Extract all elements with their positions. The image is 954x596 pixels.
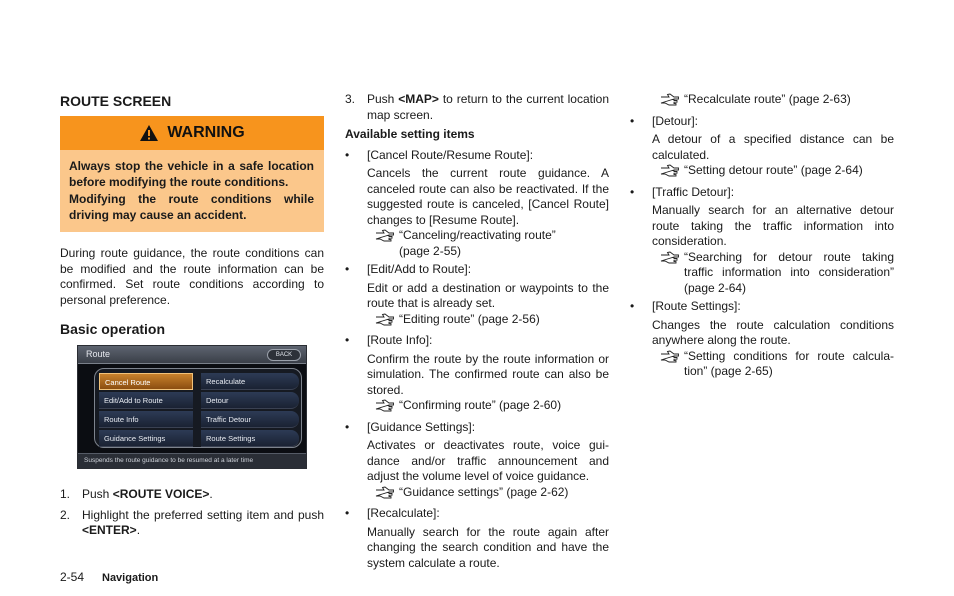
page-reference <box>630 163 894 182</box>
setting-item <box>630 114 894 130</box>
reference-text: “Searching for detour route taking traffic information into consideration” (page 2-64) <box>684 249 894 295</box>
page-reference <box>345 485 609 504</box>
step-number: 3. <box>345 92 356 106</box>
reference-text: “Setting detour route” (page 2-64) <box>684 163 863 177</box>
reference-page: (page 2-55) <box>399 243 462 258</box>
step-text <box>367 92 609 123</box>
screen-button-guidance-settings: Guidance Settings <box>99 430 193 447</box>
screen-button-route-settings: Route Settings <box>201 430 299 447</box>
step-1 <box>60 487 324 503</box>
setting-description: Manually search for the route again after changing the search condition and have the system calculate a route. <box>367 524 609 570</box>
screen-menu-panel <box>94 368 302 448</box>
settings-heading: Available setting items <box>345 127 475 141</box>
step-text-pre: Push <box>367 92 399 106</box>
step-text <box>82 487 324 503</box>
reference-text: “Recalculate route” (page 2-63) <box>684 92 851 106</box>
bullet-icon: • <box>345 147 350 162</box>
bullet-icon: • <box>630 113 635 128</box>
pointing-hand-icon <box>375 313 399 331</box>
step-text <box>82 508 324 539</box>
setting-label: [Edit/Add to Route]: <box>367 262 472 276</box>
step-text-post: to return to the current location map screen. <box>367 92 610 122</box>
page-reference <box>345 228 609 259</box>
reference-text <box>399 228 609 259</box>
screen-button-cancel-route: Cancel Route <box>99 373 193 390</box>
pointing-hand-icon <box>375 486 399 504</box>
setting-description: Confirm the route by the route information or simulation. The confirmed route can also be stored. <box>367 351 609 397</box>
bullet-icon: • <box>345 262 350 276</box>
setting-item <box>630 185 894 201</box>
button-name: <ROUTE VOICE> <box>112 487 210 501</box>
setting-label: [Guidance Settings]: <box>367 419 476 434</box>
back-button: BACK <box>267 349 301 361</box>
reference-text: “Confirming route” (page 2-60) <box>399 398 562 412</box>
warning-box <box>60 116 324 232</box>
page-reference <box>345 398 609 417</box>
setting-description: Cancels the current route guidance. A canceled route can also be reactivated. If the suggested route is canceled, [Cancel Route] changes to [Resume Route]. <box>367 166 609 227</box>
screen-title: Route <box>86 349 111 359</box>
setting-label: [Route Info]: <box>367 333 433 347</box>
left-column <box>60 92 324 539</box>
intro-paragraph: During route guidance, the route conditions can be modified and the route information can be confirmed. Set route conditions according to personal preference. <box>60 246 324 307</box>
step-text-pre: Highlight the preferred setting item and push <box>82 507 324 522</box>
subsection-title: Basic operation <box>60 321 166 337</box>
screen-button-route-info: Route Info <box>99 411 193 428</box>
pointing-hand-icon <box>375 399 399 417</box>
setting-label: [Recalculate]: <box>367 506 440 520</box>
step-number: 1. <box>60 487 71 501</box>
reference-text: “Guidance settings” (page 2-62) <box>399 484 569 499</box>
pointing-hand-icon <box>660 164 684 182</box>
step-text-post: . <box>209 487 213 501</box>
setting-item <box>345 420 609 436</box>
page-reference <box>630 250 894 297</box>
setting-item <box>630 299 894 315</box>
setting-item <box>345 506 609 522</box>
bullet-icon: • <box>345 419 350 434</box>
warning-header <box>60 116 324 150</box>
warning-text-2: Modifying the route conditions while driving may cause an accident. <box>69 192 314 222</box>
right-column <box>630 92 894 380</box>
step-text-post: . <box>136 523 141 537</box>
warning-triangle-icon <box>139 124 159 142</box>
reference-text: “Setting conditions for route calcula-tion” (page 2-65) <box>684 348 894 378</box>
reference-title: “Canceling/reactivating route” <box>399 228 556 242</box>
setting-description: A detour of a specified distance can be calculated. <box>652 132 894 162</box>
warning-body <box>60 150 324 232</box>
warning-label: WARNING <box>167 124 245 142</box>
pointing-hand-icon <box>660 251 684 297</box>
bullet-icon: • <box>630 184 635 199</box>
bullet-icon: • <box>345 506 350 520</box>
screen-button-recalculate: Recalculate <box>201 373 299 390</box>
setting-description: Edit or add a destination or waypoints to the route that is already set. <box>367 280 609 310</box>
page-section-name: Navigation <box>102 572 159 584</box>
page-number: 2-54 <box>60 570 85 584</box>
bullet-icon: • <box>345 333 350 347</box>
page-reference <box>630 349 894 380</box>
step-text-pre: Push <box>82 487 113 501</box>
warning-text-1: Always stop the vehicle in a safe location before modifying the route conditions. <box>69 159 314 189</box>
page-reference <box>630 92 894 111</box>
middle-column <box>345 92 609 571</box>
setting-description: Changes the route calculation conditions anywhere along the route. <box>652 317 894 347</box>
screen-status-bar: Suspends the route guidance to be resumed at a later time <box>78 453 306 468</box>
screen-titlebar <box>78 346 306 364</box>
step-2 <box>60 508 324 539</box>
setting-item <box>345 148 609 164</box>
setting-label: [Traffic Detour]: <box>652 184 735 199</box>
screen-button-edit-add-route: Edit/Add to Route <box>99 392 193 409</box>
setting-description: Manually search for an alternative detour route taking the traffic information into consideration. <box>652 203 894 248</box>
setting-label: [Detour]: <box>652 113 699 128</box>
screen-button-detour: Detour <box>201 392 299 409</box>
reference-text: “Editing route” (page 2-56) <box>399 311 540 326</box>
pointing-hand-icon <box>375 229 399 259</box>
screen-button-traffic-detour: Traffic Detour <box>201 411 299 428</box>
step-3 <box>345 92 609 123</box>
page-reference <box>345 312 609 331</box>
section-title: ROUTE SCREEN <box>60 93 172 109</box>
pointing-hand-icon <box>660 93 684 111</box>
setting-description: Activates or deactivates route, voice gui-dance and/or traffic announcement and adjust the volume level of voice guidance. <box>367 438 609 483</box>
button-name: <MAP> <box>398 92 439 106</box>
step-number: 2. <box>60 507 71 522</box>
pointing-hand-icon <box>660 350 684 380</box>
button-name: <ENTER> <box>82 523 137 537</box>
setting-label: [Cancel Route/Resume Route]: <box>367 147 534 162</box>
setting-item <box>345 262 609 278</box>
setting-label: [Route Settings]: <box>652 299 741 313</box>
bullet-icon: • <box>630 299 635 313</box>
setting-item <box>345 333 609 349</box>
route-menu-screenshot <box>77 345 307 469</box>
